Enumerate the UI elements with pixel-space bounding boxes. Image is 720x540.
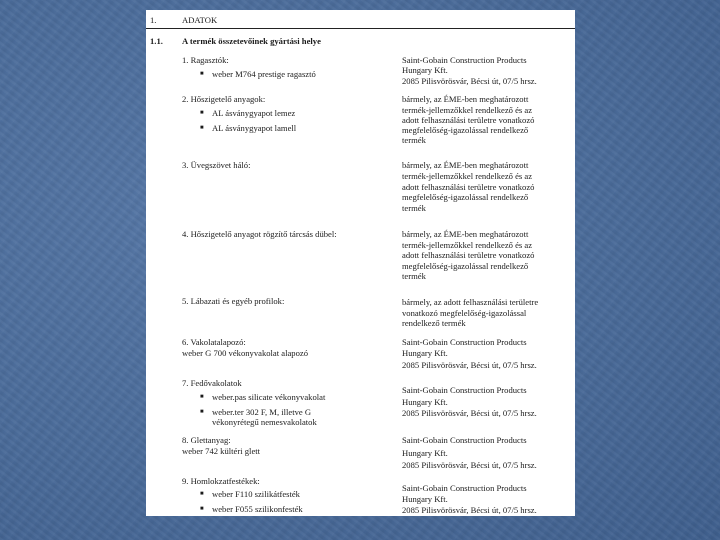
item-right-line: Saint-Gobain Construction Products <box>402 55 527 65</box>
item-bullet: vékonyrétegű nemesvakolatok <box>212 417 317 427</box>
item-label: 6. Vakolatalapozó: <box>182 337 246 347</box>
item-right-line: rendelkező termék <box>402 318 466 328</box>
bullet-icon: ■ <box>200 409 204 415</box>
item-right-line: Hungary Kft. <box>402 348 448 358</box>
item-label: 3. Üvegszövet háló: <box>182 160 251 170</box>
item-right-line: 2085 Pilisvörösvár, Bécsi út, 07/5 hrsz. <box>402 76 537 86</box>
item-right-line: vonatkozó megfelelőség-igazolással <box>402 308 527 318</box>
item-right-line: 2085 Pilisvörösvár, Bécsi út, 07/5 hrsz. <box>402 460 537 470</box>
bullet-icon: ■ <box>200 506 204 512</box>
item-right-line: bármely, az adott felhasználási területre <box>402 297 539 307</box>
item-label: 9. Homlokzatfestékek: <box>182 476 260 486</box>
subsection-number: 1.1. <box>150 36 163 46</box>
item-subtext: weber 742 kültéri glett <box>182 446 261 456</box>
bullet-icon: ■ <box>200 71 204 77</box>
item-right-line: Hungary Kft. <box>402 448 448 458</box>
item-right-line: adott felhasználási területre vonatkozó <box>402 250 535 260</box>
item-right-line: Saint-Gobain Construction Products <box>402 385 527 395</box>
item-right-line: 2085 Pilisvörösvár, Bécsi út, 07/5 hrsz. <box>402 360 537 370</box>
item-bullet: AL ásványgyapot lemez <box>212 108 296 118</box>
section-number: 1. <box>150 15 157 25</box>
item-right-line: termék <box>402 271 426 281</box>
item-right-line: adott felhasználási területre vonatkozó <box>402 115 535 125</box>
item-label: 8. Glettanyag: <box>182 435 231 445</box>
item-right-line: termék <box>402 203 426 213</box>
item-right-line: Hungary Kft. <box>402 65 448 75</box>
document-page <box>146 10 575 516</box>
item-right-line: bármely, az ÉME-ben meghatározott <box>402 94 529 104</box>
item-bullet: weber F110 szilikátfesték <box>212 489 300 499</box>
item-bullet: weber F055 szilikonfesték <box>212 504 303 514</box>
item-bullet: weber.pas silicate vékonyvakolat <box>212 392 326 402</box>
item-right-line: Saint-Gobain Construction Products <box>402 435 527 445</box>
section-title: ADATOK <box>182 15 218 25</box>
item-label: 2. Hőszigetelő anyagok: <box>182 94 266 104</box>
item-right-line: bármely, az ÉME-ben meghatározott <box>402 160 529 170</box>
item-right-line: megfelelőség-igazolással rendelkező <box>402 125 529 135</box>
item-label: 1. Ragasztók: <box>182 55 229 65</box>
item-subtext: weber G 700 vékonyvakolat alapozó <box>182 348 308 358</box>
item-right-line: Saint-Gobain Construction Products <box>402 483 527 493</box>
section-divider <box>146 28 575 29</box>
item-bullet: weber.ter 302 F, M, illetve G <box>212 407 312 417</box>
item-right-line: bármely, az ÉME-ben meghatározott <box>402 229 529 239</box>
item-right-line: termék-jellemzőkkel rendelkező és az <box>402 171 533 181</box>
item-label: 5. Lábazati és egyéb profilok: <box>182 296 285 306</box>
bullet-icon: ■ <box>200 110 204 116</box>
item-right-line: termék <box>402 135 426 145</box>
item-right-line: adott felhasználási területre vonatkozó <box>402 182 535 192</box>
item-right-line: termék-jellemzőkkel rendelkező és az <box>402 105 533 115</box>
item-bullet: AL ásványgyapot lamell <box>212 123 297 133</box>
item-label: 7. Fedővakolatok <box>182 378 242 388</box>
item-right-line: Saint-Gobain Construction Products <box>402 337 527 347</box>
item-bullet: weber M764 prestige ragasztó <box>212 69 316 79</box>
item-right-line: 2085 Pilisvörösvár, Bécsi út, 07/5 hrsz. <box>402 408 537 418</box>
subsection-title: A termék összetevőinek gyártási helye <box>182 36 321 46</box>
item-right-line: megfelelőség-igazolással rendelkező <box>402 192 529 202</box>
bullet-icon: ■ <box>200 394 204 400</box>
item-right-line: megfelelőség-igazolással rendelkező <box>402 261 529 271</box>
item-right-line: Hungary Kft. <box>402 494 448 504</box>
item-right-line: termék-jellemzőkkel rendelkező és az <box>402 240 533 250</box>
bullet-icon: ■ <box>200 125 204 131</box>
bullet-icon: ■ <box>200 491 204 497</box>
item-right-line: Hungary Kft. <box>402 397 448 407</box>
item-label: 4. Hőszigetelő anyagot rögzítő tárcsás dübel: <box>182 229 337 239</box>
item-right-line: 2085 Pilisvörösvár, Bécsi út, 07/5 hrsz. <box>402 505 537 515</box>
